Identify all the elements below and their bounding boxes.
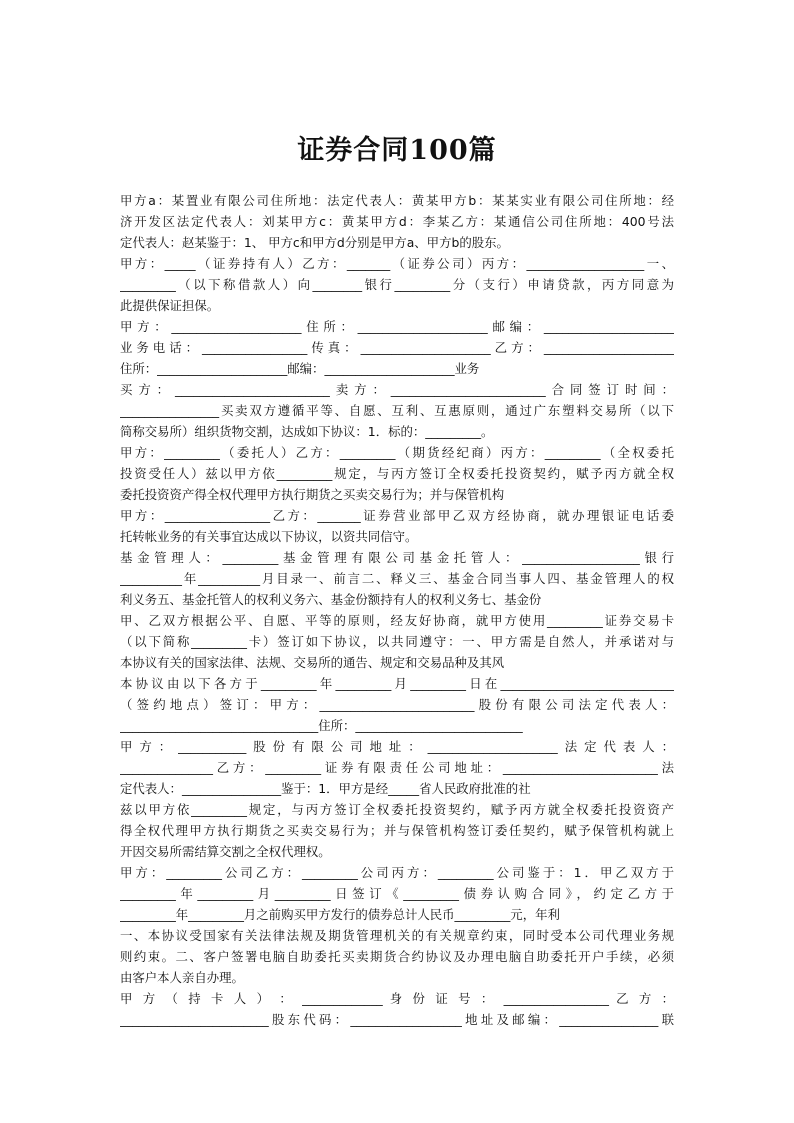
document-line: 由客户本人亲自办理。 [120,970,244,985]
document-line: 投资受任人）兹以甲方依_________规定，与丙方签订全权委托投资契约，赋予丙方就全权 [120,466,674,481]
document-line: 买方：_________________________卖方：_________________________合同签订时间： [120,382,674,397]
document-line: 一、本协议受国家有关法律法规及期货管理机关的有关规章约束，同时受本公司代理业务规 [120,928,674,943]
document-line: （以下简称_________卡）签订如下协议，以共同遵守：一、甲方需是自然人，并承诺对与 [120,634,674,649]
document-line: 业务电话：_________________传真：_____________________乙方：_____________________ [120,340,674,355]
document-line: __________年__________月目录一、前言二、释义三、基金合同当事人四、基金管理人的权 [120,571,674,586]
document-line: 甲方：_____（证券持有人）乙方：_______（证券公司）丙方：___________________一、 [120,256,674,271]
document-line: 住所：_____________________邮编：_____________________业务 [120,361,480,376]
document-line: 本协议有关的国家法律、法规、交易所的通告、规定和交易品种及其风 [120,655,505,670]
document-line: 定代表人：赵某鉴于：1、 甲方c和甲方d分别是甲方a、甲方b的股东。 [120,235,509,250]
document-line: 济开发区法定代表人：刘某甲方c：黄某甲方d：李某乙方：某通信公司住所地：400号法 [120,214,674,229]
document-line: 委托投资资产得全权代理甲方执行期货之买卖交易行为；并与保管机构 [120,487,505,502]
document-line: 兹以甲方依_________规定，与丙方签订全权委托投资契约，赋予丙方就全权委托投资资产 [120,802,674,817]
document-line: 则约束。二、客户签署电脑自助委托买卖期货合约协议及办理电脑自助委托开户手续，必须 [120,949,674,964]
document-line: 开因交易所需结算交割之全权代理权。 [120,844,331,859]
document-line: _________年_________月之前购买甲方发行的债券总计人民币_________元，年利 [120,907,560,922]
document-line: ________________买卖双方遵循平等、自愿、互利、互惠原则，通过广东塑料交易所（以下 [120,403,674,418]
document-line: _______________乙方：_________证券有限责任公司地址：_________________________法 [120,760,674,775]
document-line: 简称交易所）组织货物交割，达成如下协议：1．标的：_________。 [120,424,494,439]
document-line: 托转帐业务的有关事宜达成以下协议，以资共同信守。 [120,529,418,544]
document-line: 定代表人：________________鉴于：1．甲方是经_____省人民政府批准的社 [120,781,531,796]
document-line: 此提供保证担保。 [120,298,220,313]
document-line: 本协议由以下各方于_________年_________月_________日在____________________________ [120,676,674,691]
document-line: 基金管理人：_________基金管理有限公司基金托管人：___________________银行 [120,550,674,565]
document-title: 证券合同100篇 [297,135,497,166]
document-line: 甲方：___________股份有限公司地址：_____________________法定代表人： [120,739,674,754]
document-line: 甲、乙双方根据公平、自愿、平等的原则，经友好协商，就甲方使用_________证券交易卡 [120,613,674,628]
document-line: _________年_________月_________日签订《_________债券认购合同》，约定乙方于 [120,886,674,901]
document-line: 甲方a：某置业有限公司住所地：法定代表人：黄某甲方b：某某实业有限公司住所地：经 [120,193,674,208]
document-line: ________________________________住所：___________________________ [120,718,523,733]
document-line: 得全权代理甲方执行期货之买卖交易行为；并与保管机构签订委任契约，赋予保管机构就上 [120,823,674,838]
document-body [120,190,674,1030]
document-line: 甲方：_________________乙方：_______证券营业部甲乙双方经协商，就办理银证电话委 [120,508,674,523]
document-line: 甲方：_________公司乙方：_________公司丙方：_________公司鉴于：1．甲乙双方于 [120,865,674,880]
document-line: 甲方：_________（委托人）乙方：_________（期货经纪商）丙方：_________（全权委托 [120,445,674,460]
document-line: （签约地点）签订：甲方：_________________________股份有限公司法定代表人： [120,697,674,712]
document-line: ________________________股东代码：__________________地址及邮编：________________联 [120,1012,674,1027]
document-line: 甲 方 （ 持 卡 人 ） ： _____________ 身 份 证 号 ： _________________ 乙 方 ： [120,991,674,1006]
document-line: 甲方：_____________________住所：_____________________邮编：_____________________ [120,319,674,334]
document-line: 利义务五、基金托管人的权利义务六、基金份额持有人的权利义务七、基金份 [120,592,542,607]
document-line: _________（以下称借款人）向________银行_________分（支行）申请贷款，丙方同意为 [120,277,674,292]
